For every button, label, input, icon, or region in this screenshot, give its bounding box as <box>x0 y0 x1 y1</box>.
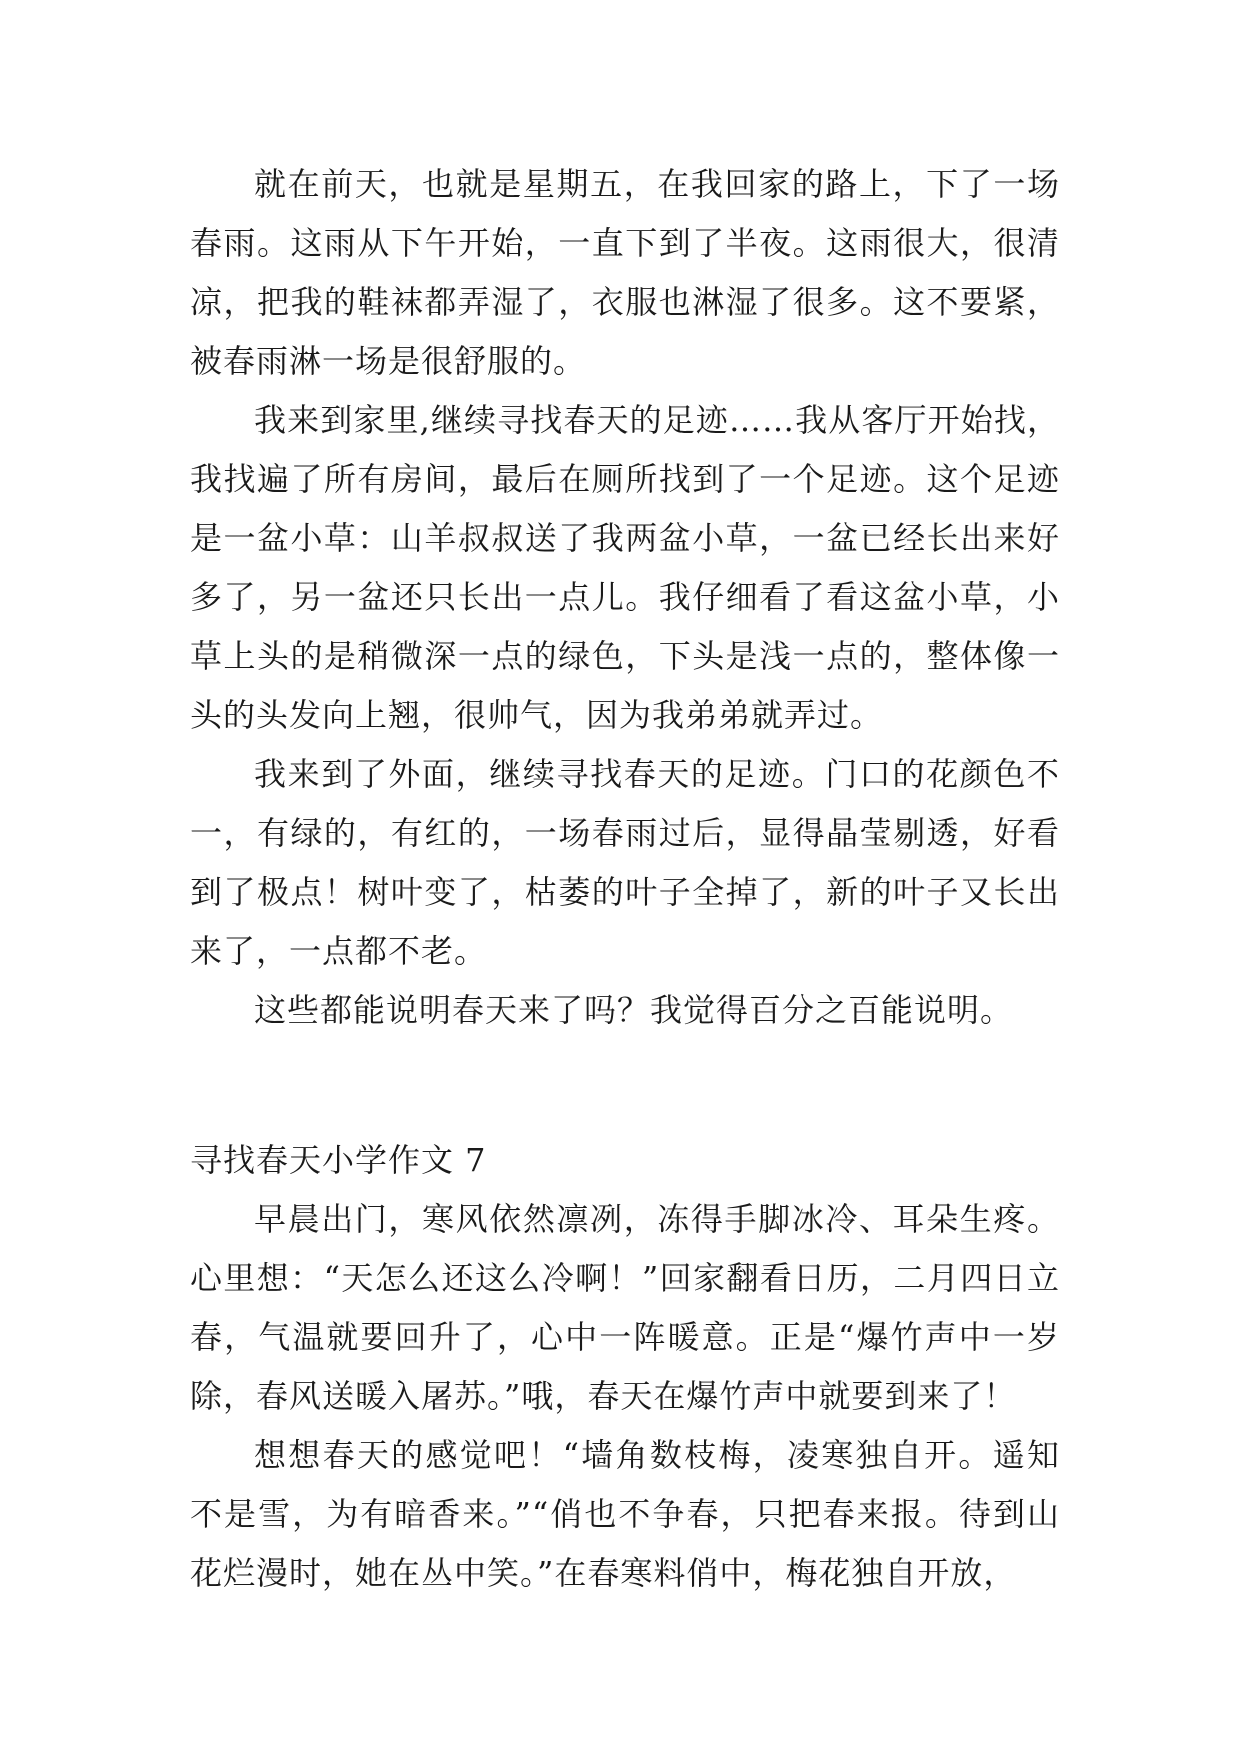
paragraph: 我来到了外面，继续寻找春天的足迹。门口的花颜色不一，有绿的，有红的，一场春雨过后，显得晶莹剔透，好看到了极点！树叶变了，枯萎的叶子全掉了，新的叶子又长出来了，一点都不老。 <box>190 755 1060 970</box>
paragraph: 我来到家里,继续寻找春天的足迹……我从客厅开始找，我找遍了所有房间，最后在厕所找到了一个足迹。这个足迹是一盆小草：山羊叔叔送了我两盆小草，一盆已经长出来好多了，另一盆还只长出一点儿。我仔细看了看这盆小草，小草上头的是稍微深一点的绿色，下头是浅一点的，整体像一头的头发向上翘，很帅气，因为我弟弟就弄过。 <box>190 401 1060 734</box>
paragraph: 这些都能说明春天来了吗？我觉得百分之百能说明。 <box>254 991 1014 1029</box>
section-title: 寻找春天小学作文 7 <box>190 1141 487 1179</box>
document-body <box>190 155 1060 1603</box>
paragraph: 就在前天，也就是星期五，在我回家的路上，下了一场春雨。这雨从下午开始，一直下到了半夜。这雨很大，很清凉，把我的鞋袜都弄湿了，衣服也淋湿了很多。这不要紧，被春雨淋一场是很舒服的。 <box>190 165 1060 380</box>
paragraph: 早晨出门，寒风依然凛冽，冻得手脚冰冷、耳朵生疼。心里想：“天怎么还这么冷啊！”回家翻看日历，二月四日立春，气温就要回升了，心中一阵暖意。正是“爆竹声中一岁除，春风送暖入屠苏。”哦，春天在爆竹声中就要到来了！ <box>190 1200 1060 1415</box>
paragraph: 想想春天的感觉吧！“墙角数枝梅，凌寒独自开。遥知不是雪，为有暗香来。”“俏也不争春，只把春来报。待到山花烂漫时，她在丛中笑。”在春寒料俏中，梅花独自开放， <box>190 1436 1060 1592</box>
